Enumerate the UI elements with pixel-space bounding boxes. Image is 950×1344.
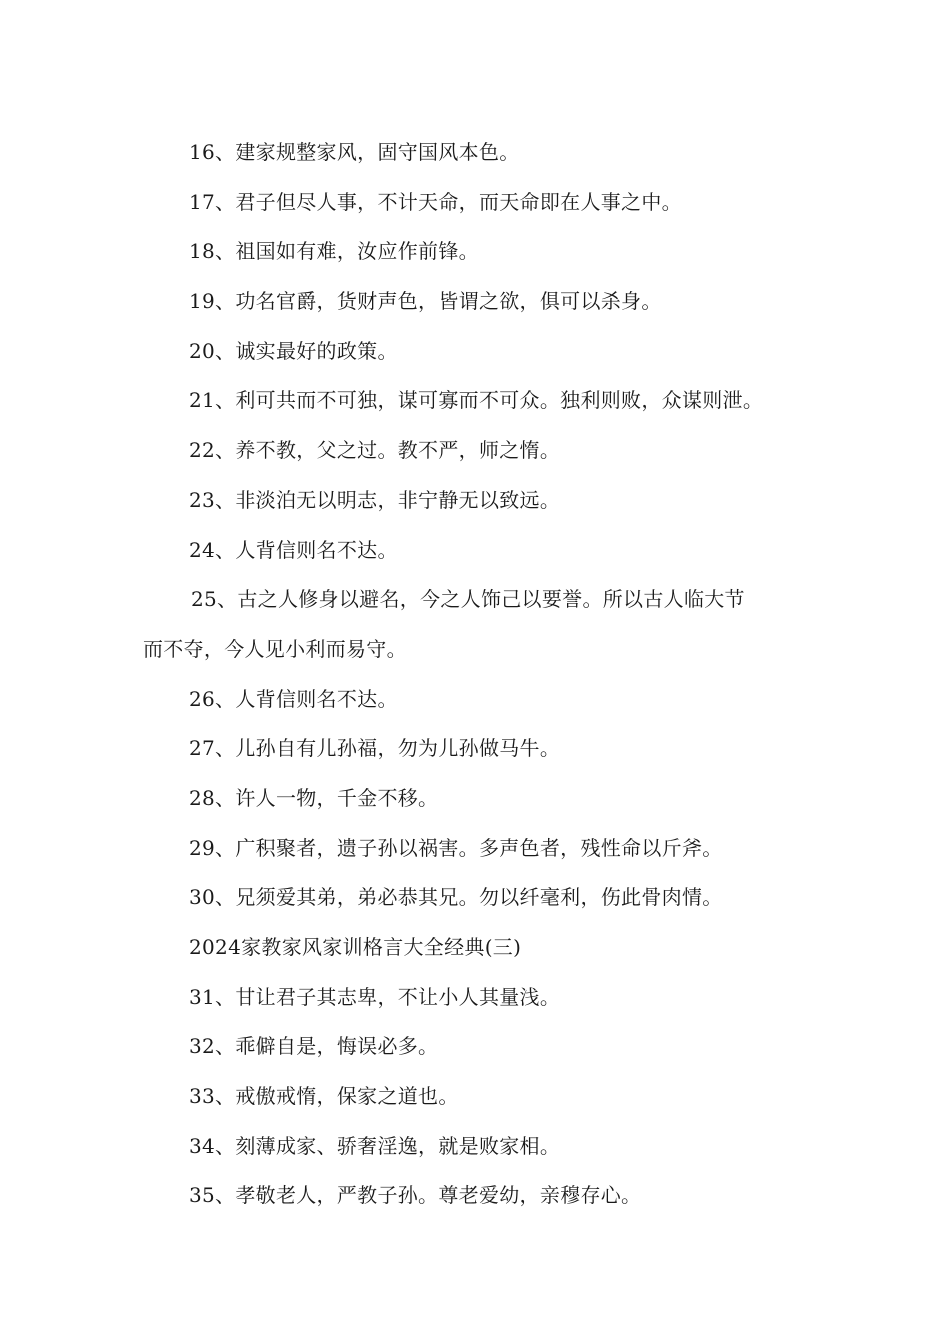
maxim-29: 29、广积聚者，遗子孙以祸害。多声色者，残性命以斤斧。 — [189, 835, 723, 860]
document-body — [143, 128, 823, 1221]
maxim-23: 23、非淡泊无以明志，非宁静无以致远。 — [189, 487, 561, 512]
maxim-32: 32、乖僻自是，悔误必多。 — [189, 1034, 439, 1059]
maxim-20: 20、诚实最好的政策。 — [189, 338, 398, 363]
maxim-24: 24、人背信则名不达。 — [189, 537, 398, 562]
maxim-35: 35、孝敬老人，严教子孙。尊老爱幼，亲穆存心。 — [189, 1183, 642, 1208]
maxim-34: 34、刻薄成家、骄奢淫逸，就是败家相。 — [189, 1133, 561, 1158]
maxim-18: 18、祖国如有难，汝应作前锋。 — [189, 239, 479, 264]
maxim-19: 19、功名官爵，货财声色，皆谓之欲，俱可以杀身。 — [189, 289, 662, 314]
section-heading: 2024家教家风家训格言大全经典(三) — [189, 935, 522, 959]
maxim-17: 17、君子但尽人事，不计天命，而天命即在人事之中。 — [189, 189, 682, 214]
maxim-31: 31、甘让君子其志卑，不让小人其量浅。 — [189, 984, 561, 1009]
maxim-30: 30、兄须爱其弟，弟必恭其兄。勿以纤毫利，伤此骨肉情。 — [189, 885, 723, 910]
maxim-25: 25、古之人修身以避名，今之人饰己以要誉。所以古人临大节 — [191, 587, 745, 612]
maxim-27: 27、儿孙自有儿孙福，勿为儿孙做马牛。 — [189, 736, 561, 761]
maxim-28: 28、许人一物，千金不移。 — [189, 785, 439, 810]
maxim-21: 21、利可共而不可独，谋可寡而不可众。独利则败，众谋则泄。 — [189, 388, 764, 413]
maxim-22: 22、养不教，父之过。教不严，师之惰。 — [189, 438, 561, 463]
maxim-33: 33、戒傲戒惰，保家之道也。 — [189, 1084, 459, 1109]
maxim-25-continued: 而不夺，今人见小利而易守。 — [143, 636, 407, 661]
maxim-16: 16、建家规整家风，固守国风本色。 — [189, 140, 520, 164]
maxim-26: 26、人背信则名不达。 — [189, 686, 398, 711]
